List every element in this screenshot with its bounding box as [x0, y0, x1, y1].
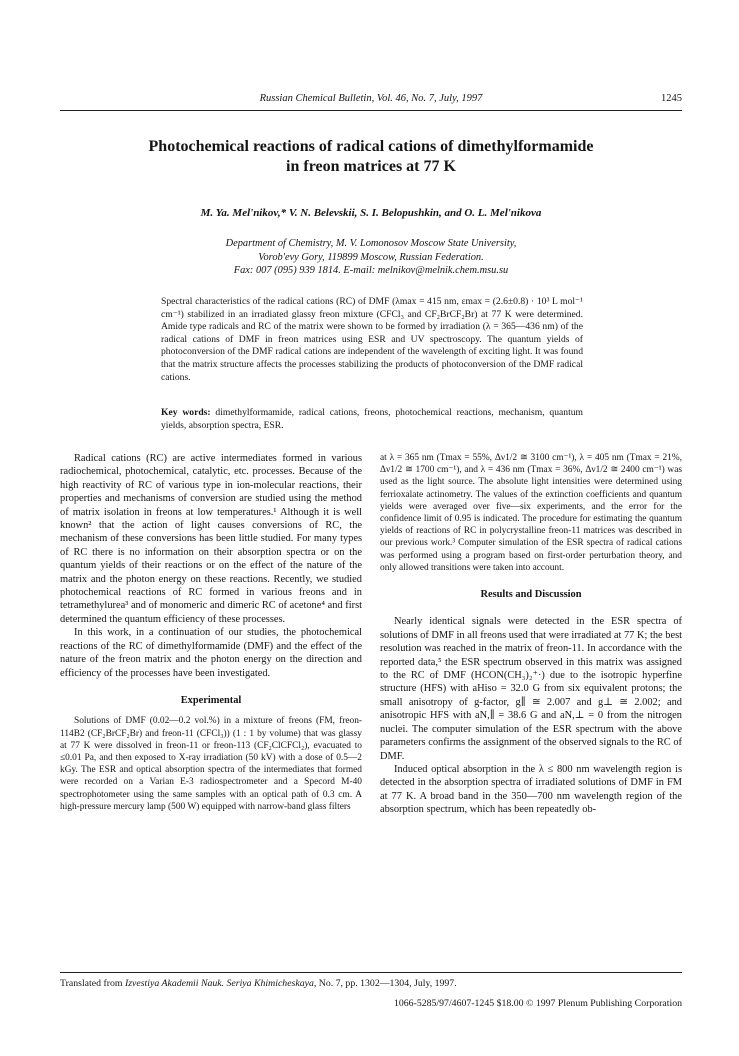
affiliation [60, 237, 682, 278]
right-column [380, 452, 682, 817]
footnote-suffix: , No. 7, pp. 1302—1304, July, 1997. [313, 978, 457, 989]
keywords [161, 407, 583, 432]
author-list: M. Ya. Mel'nikov,* V. N. Belevskii, S. I. Belopushkin, and O. L. Mel'nikova [200, 207, 542, 219]
footnote-rule [60, 972, 682, 973]
article-title [60, 137, 682, 177]
results-paragraph-1: Nearly identical signals were detected in the ESR spectra of solutions of DMF in all freons used that were irradiated at 77 K; the best resolution was reached in the matrix of freon-11. In accordance with the reported data,⁵ the ESR spectrum observed in this matrix was assigned to the RC of DMF (HCON(CH₃)₂⁺·) due to the isotropic hyperfine structure (HFS) with aHiso = 32.0 G from six equivalent protons; the small anisotropy of g-factor, g∥ ≅ 2.007 and g⊥ ≅ 2.002; and anisotropic HFS with aN,∥ = 38.6 G and aN,⊥ = 0 from the nitrogen nuclei. The computer simulation of the ESR spectrum with the above parameters confirms the assignment of the observed signals to the RC of DMF. [380, 616, 682, 762]
footnote-source: Izvestiya Akademii Nauk. Seriya Khimicheskaya [124, 978, 314, 989]
intro-paragraph-1: Radical cations (RC) are active intermediates formed in various radiochemical, photochemical, catalytic, etc. processes. Because of the high reactivity of RC of various type in ion-molecular reactions, their properties and mechanisms of conversion are studied using the method of matrix isolation in freons at low temperatures.¹ Although it is well known² that the action of light causes conversions of RC, the mechanism of these conversions has been little studied. For many types of RC there is no information on their absorption spectra or on the quantum yields of their reactions or on the effect of the nature of the matrix and the photon energy on these reactions. Recently, we studied photochemical reactions of RC formed in various freons and in tetramethylurea³ and of monomeric and dimeric RC of acetone⁴ and first determined the quantum efficiency of these processes. [60, 453, 362, 625]
publisher-code-line: 1066-5285/97/4607-1245 $18.00 © 1997 Plenum Publishing Corporation [393, 998, 682, 1009]
keywords-text: dimethylformamide, radical cations, freons, photochemical reactions, mechanism, quantum yields, absorption spectra, ESR. [161, 407, 583, 431]
abstract-text: Spectral characteristics of the radical cations (RC) of DMF (λmax = 415 nm, εmax = (2.6±0.8) · 10³ L mol⁻¹ cm⁻¹) stabilized in an irradiated glassy freon mixture (CFCl₃ and CF₂BrCF₂Br) at 77 K were determined. Amide type radicals and RC of the matrix were shown to be formed by irradiation (λ = 365—436 nm) of the radical cations of DMF in freon matrices using ESR and UV spectroscopy. The quantum yields of photoconversion of the DMF radical cations are independent of the wavelength of exciting light. It was found that the matrix structure affects the processes stabilizing the products of photoconversion of the DMF radical cations. [161, 296, 583, 383]
journal-citation: Russian Chemical Bulletin, Vol. 46, No. 7, July, 1997 [259, 93, 483, 104]
affiliation-line-1: Department of Chemistry, M. V. Lomonosov Moscow State University, [225, 238, 517, 249]
title-line-2: in freon matrices at 77 K [286, 158, 456, 175]
abstract [161, 296, 583, 384]
running-header [60, 93, 682, 109]
affiliation-line-2: Vorob'evy Gory, 119899 Moscow, Russian Federation. [258, 251, 484, 263]
intro-paragraph-2: In this work, in a continuation of our studies, the photochemical reactions of the RC of dimethylformamide (DMF) and the effect of the nature of the freon matrix and the photon energy on the direction and efficiency of the processes have been investigated. [60, 627, 362, 679]
experimental-paragraph: Solutions of DMF (0.02—0.2 vol.%) in a mixture of freons (FM, freon-114B2 (CF₂BrCF₂Br) and freon-11 (CFCl₃)) (1 : 1 by volume) that was glassy at 77 K were dissolved in freon-11 or freon-113 (CF₂ClCFCl₂), evacuated to ≤0.01 Pa, and then exposed to X-ray irradiation (50 kV) with a dose of 0.5—2 kGy. The ESR and optical absorption spectra of the intermediates that formed were recorded on a Varian E-3 radiospectrometer and a Specord M-40 spectrophotometer using the same samples with an optical path of 0.3 cm. A high-pressure mercury lamp (500 W) equipped with narrow-band glass filters [60, 716, 362, 812]
title-line-1: Photochemical reactions of radical cations of dimethylformamide [148, 138, 594, 155]
results-heading: Results and Discussion [480, 589, 582, 601]
experimental-continued: at λ = 365 nm (Tmax = 55%, Δν1/2 ≅ 3100 cm⁻¹), λ = 405 nm (Tmax = 21%, Δν1/2 ≅ 1700 cm⁻¹), and λ = 436 nm (Tmax = 36%, Δν1/2 ≅ 2400 cm⁻¹) was used as the light source. The absolute light intensities were determined using ferrioxalate actinometry. The values of the extinction coefficients and quantum yields were averaged over five—six experiments, and the error for the confidence limit of 0.95 is indicated. The procedure for estimating the quantum yields of reactions of RC in polycrystalline freon-11 matrices was described in our previous work.³ Computer simulation of the ESR spectra of radical cations was performed using a program based on first-order perturbation theory, and only allowed transitions were taken into account. [380, 453, 682, 573]
keywords-label: Key words: [161, 407, 211, 418]
results-paragraph-2: Induced optical absorption in the λ ≤ 800 nm wavelength region is detected in the absorption spectra of irradiated solutions of DMF in FM at 77 K. A broad band in the 350—700 nm wavelength region of the absorption spectrum, which has been repeatedly ob- [380, 763, 682, 816]
header-rule [60, 110, 682, 111]
translation-footnote [60, 978, 682, 989]
left-column [60, 452, 362, 813]
footnote-prefix: Translated from [60, 978, 125, 989]
page-number: 1245 [661, 93, 682, 104]
experimental-heading: Experimental [180, 694, 242, 706]
affiliation-line-3: Fax: 007 (095) 939 1814. E-mail: melnikov@melnik.chem.msu.su [233, 265, 509, 276]
